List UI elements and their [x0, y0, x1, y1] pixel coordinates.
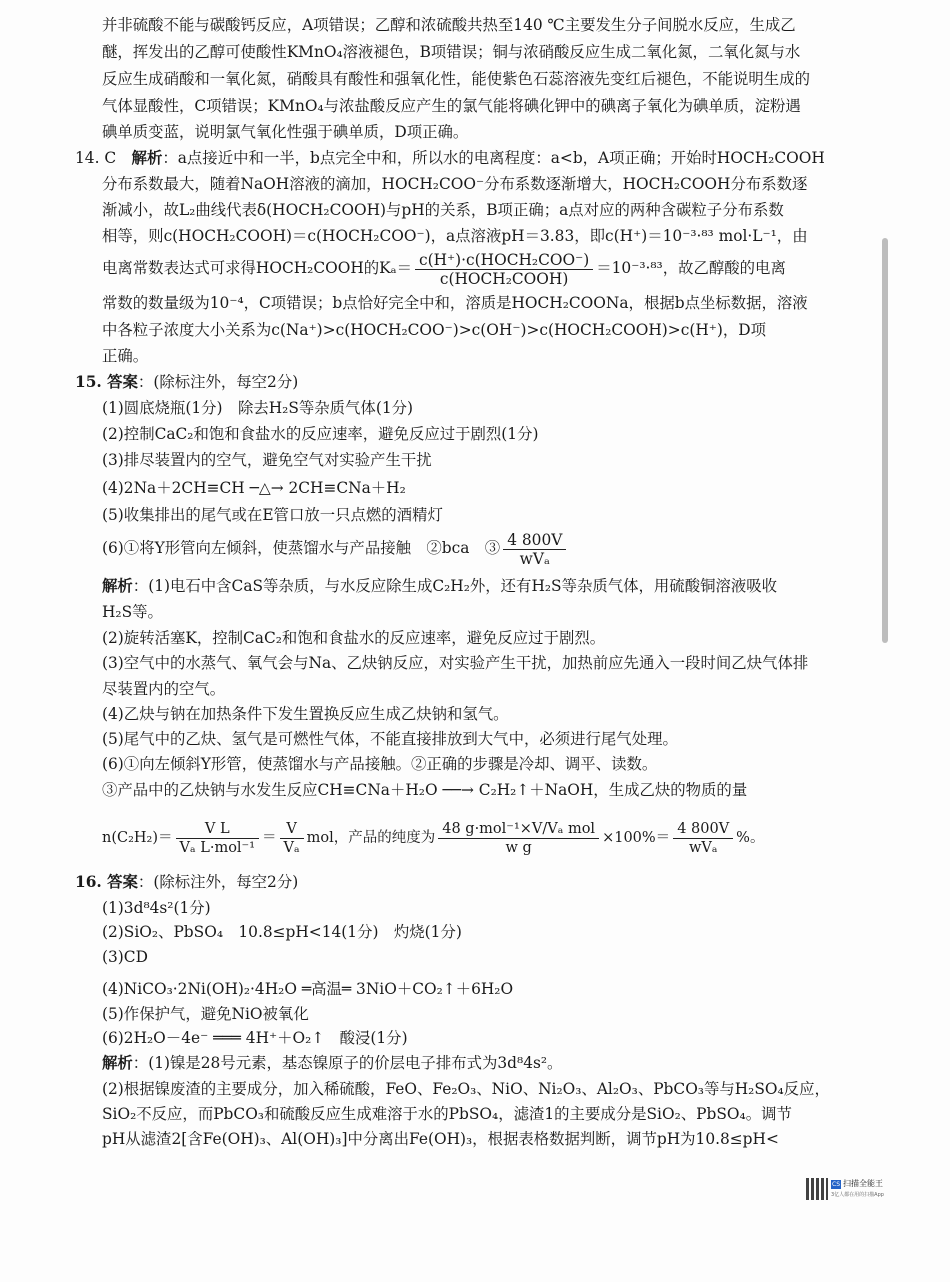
answer-line: (1)3d⁸4s²(1分): [102, 899, 211, 917]
fraction: [176, 820, 260, 857]
text: ：(除标注外，每空2分): [137, 373, 299, 391]
answer-label: 15. 答案: [75, 373, 138, 391]
denominator: Vₐ: [283, 839, 300, 856]
text-line: 中各粒子浓度大小关系为c(Na⁺)>c(HOCH₂COO⁻)>c(OH⁻)>c(HOCH₂COOH)>c(H⁺)，D项: [102, 321, 766, 339]
text: (6)①将Y形管向左倾斜，使蒸馏水与产品接触 ②bca ③: [102, 539, 501, 557]
text-line: (6)①向左倾斜Y形管，使蒸馏水与产品接触。②正确的步骤是冷却、调平、读数。: [102, 755, 658, 773]
text-line: (3)空气中的水蒸气、氧气会与Na、乙炔钠反应，对实验产生干扰，加热前应先通入一段时间乙炔气体排: [102, 654, 809, 672]
fraction: [280, 820, 304, 857]
answer-line: (3)CD: [102, 948, 148, 966]
analysis-label: 解析: [102, 577, 133, 595]
question-14-line: [75, 148, 825, 168]
answer-line: (5)作保护气，避免NiO被氧化: [102, 1005, 309, 1023]
text: ：(1)镍是28号元素，基态镍原子的价层电子排布式为3d⁸4s²。: [132, 1054, 563, 1072]
ka-formula-line: [102, 248, 786, 288]
answer-line: [102, 528, 569, 568]
answer-label: 16. 答案: [75, 873, 138, 891]
text-line: 碘单质变蓝，说明氯气氧化性强于碘单质，D项正确。: [102, 123, 469, 141]
watermark-brand: 扫描全能王: [843, 1179, 883, 1188]
analysis-label: 解析: [102, 1054, 133, 1072]
text-line: 渐减小，故L₂曲线代表δ(HOCH₂COOH)与pH的关系，B项正确；a点对应的两种含碳粒子分布系数: [102, 201, 784, 219]
numerator: V L: [176, 820, 260, 839]
text: ＝: [262, 830, 277, 846]
denominator: Vₐ L·mol⁻¹: [179, 839, 256, 856]
watermark-tagline: 3亿人都在用的扫描App: [831, 1192, 884, 1198]
purity-fraction: [503, 531, 566, 568]
answer-line: (6)2H₂O－4e⁻ ═══ 4H⁺＋O₂↑ 酸浸(1分): [102, 1029, 408, 1047]
numerator: 48 g·mol⁻¹×V/Vₐ mol: [438, 820, 599, 839]
denominator: wVₐ: [688, 839, 718, 856]
text: ×100%＝: [602, 830, 671, 846]
text: ＝10⁻³·⁸³，故乙醇酸的电离: [596, 259, 786, 277]
answer-line: (2)SiO₂、PbSO₄ 10.8≤pH<14(1分) 灼烧(1分): [102, 923, 462, 941]
denominator: w g: [505, 839, 532, 856]
ka-fraction: [415, 251, 593, 288]
camscanner-logo-icon: CS: [832, 1181, 840, 1188]
text-line: 尽装置内的空气。: [102, 680, 226, 698]
answer-line: (5)收集排出的尾气或在E管口放一只点燃的酒精灯: [102, 506, 443, 524]
fraction: [438, 820, 599, 857]
question-15-header: [75, 372, 298, 392]
answer-line: (4)2Na＋2CH≡CH ─△→ 2CH≡CNa＋H₂: [102, 479, 406, 497]
text: ：(除标注外，每空2分): [137, 873, 299, 891]
analysis-line: [102, 1053, 562, 1073]
text-line: (2)根据镍废渣的主要成分，加入稀硫酸，FeO、Fe₂O₃、NiO、Ni₂O₃、Al₂O₃、PbCO₃等与H₂SO₄反应，: [102, 1080, 830, 1098]
text: n(C₂H₂)＝: [102, 830, 173, 846]
text-line: (2)旋转活塞K，控制CaC₂和饱和食盐水的反应速率，避免反应过于剧烈。: [102, 629, 606, 647]
text-line: pH从滤渣2[含Fe(OH)₃、Al(OH)₃]中分离出Fe(OH)₃，根据表格数据判断，调节pH为10.8≤pH<: [102, 1130, 779, 1148]
text-line: 正确。: [102, 347, 149, 365]
text-line: ③产品中的乙炔钠与水发生反应CH≡CNa＋H₂O ──→ C₂H₂↑＋NaOH，生成乙炔的物质的量: [102, 781, 748, 799]
numerator: 4 800V: [673, 820, 733, 839]
qr-code-icon: [806, 1178, 828, 1200]
text: 电离常数表达式可求得HOCH₂COOH的Kₐ＝: [102, 259, 412, 277]
answer-line: (4)NiCO₃·2Ni(OH)₂·4H₂O ═高温═ 3NiO＋CO₂↑＋6H₂O: [102, 980, 514, 998]
denominator: c(HOCH₂COOH): [439, 269, 569, 288]
text-line: 相等，则c(HOCH₂COOH)＝c(HOCH₂COO⁻)，a点溶液pH＝3.83，即c(H⁺)＝10⁻³·⁸³ mol·L⁻¹，由: [102, 227, 808, 245]
text-line: 反应生成硝酸和一氧化氮，硝酸具有酸性和强氧化性，能使紫色石蕊溶液先变红后褪色，不能说明生成的: [102, 70, 810, 88]
numerator: c(H⁺)·c(HOCH₂COO⁻): [415, 251, 593, 270]
text-line: 分布系数最大，随着NaOH溶液的滴加，HOCH₂COO⁻分布系数逐渐增大，HOCH₂COOH分布系数逐: [102, 175, 808, 193]
text-line: 醚，挥发出的乙醇可使酸性KMnO₄溶液褪色，B项错误；铜与浓硝酸反应生成二氧化氮，二氧化氮与水: [102, 43, 801, 61]
camscanner-watermark: [806, 1178, 886, 1202]
answer-line: (2)控制CaC₂和饱和食盐水的反应速率，避免反应过于剧烈(1分): [102, 425, 539, 443]
fraction: [673, 820, 733, 857]
purity-formula-line: [102, 816, 764, 860]
text-line: 常数的数量级为10⁻⁴，C项错误；b点恰好完全中和，溶质是HOCH₂COONa，根据b点坐标数据，溶液: [102, 294, 808, 312]
text: ：(1)电石中含CaS等杂质，与水反应除生成C₂H₂外，还有H₂S等杂质气体，用硫酸铜溶液吸收: [132, 577, 778, 595]
text: ：a点接近中和一半，b点完全中和，所以水的电离程度：a<b，A项正确；开始时HOCH₂COOH: [162, 149, 825, 167]
text-line: 气体显酸性，C项错误；KMnO₄与浓盐酸反应产生的氯气能将碘化钾中的碘离子氧化为碘单质，淀粉遇: [102, 97, 801, 115]
analysis-line: [102, 576, 777, 596]
numerator: 4 800V: [503, 531, 566, 550]
vertical-scrollbar[interactable]: [882, 238, 888, 643]
analysis-label: 解析: [131, 149, 163, 167]
answer-line: (3)排尽装置内的空气，避免空气对实验产生干扰: [102, 451, 432, 469]
text-line: H₂S等。: [102, 603, 163, 621]
question-16-header: [75, 872, 298, 892]
text-line: SiO₂不反应，而PbCO₃和硫酸反应生成难溶于水的PbSO₄，滤渣1的主要成分是SiO₂、PbSO₄。调节: [102, 1105, 792, 1123]
text-line: (4)乙炔与钠在加热条件下发生置换反应生成乙炔钠和氢气。: [102, 705, 509, 723]
question-14-number: 14. C: [75, 149, 132, 167]
text-line: 并非硫酸不能与碳酸钙反应，A项错误；乙醇和浓硫酸共热至140 ℃主要发生分子间脱水反应，生成乙: [102, 16, 796, 34]
text-line: (5)尾气中的乙炔、氢气是可燃性气体，不能直接排放到大气中，必须进行尾气处理。: [102, 730, 678, 748]
text: %。: [736, 830, 765, 846]
answer-line: (1)圆底烧瓶(1分) 除去H₂S等杂质气体(1分): [102, 399, 414, 417]
text: mol，产品的纯度为: [306, 830, 436, 846]
numerator: V: [280, 820, 304, 839]
denominator: wVₐ: [519, 549, 550, 568]
